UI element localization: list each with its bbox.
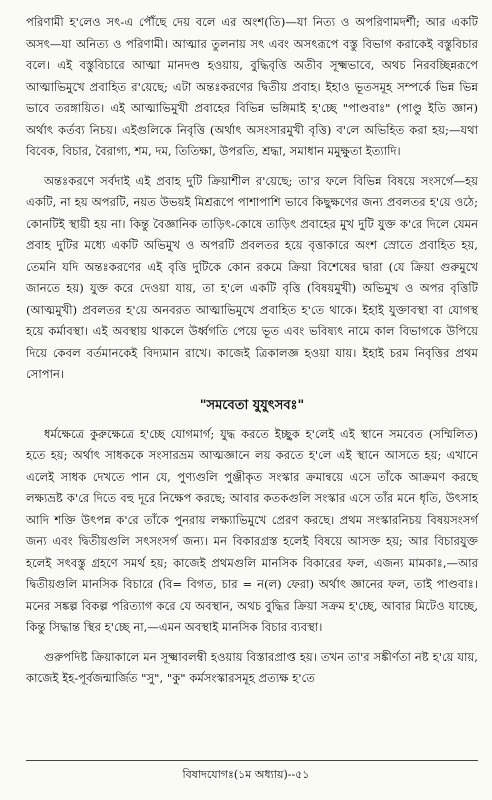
paragraph-gap bbox=[26, 639, 478, 647]
paragraph-2: অন্তঃকরণে সর্বদাই এই প্রবাহ দুটি ক্রিয়াশীল র'য়েছে; তা'র ফলে বিভিন্ন বিষয়ে সংসর্গে—হয় একটি, না হয় অপরটি, নয়ত উভয়ই মিশ্ররূপে পাশাপাশি ভাবে কিছুক্ষণের জন্য প্রবলতর হ'য়ে ওঠে; কোনটিই স্থায়ী হয় না। কিন্তু বৈজ্ঞানিক তাড়িৎ-কোষে তাড়িৎ প্রবাহের মুখ দুটি যুক্ত ক'রে দিলে যেমন প্রবাহ দুটির মধ্যে একটি অভিমুখ ও অপরটি প্রবলতর হয়ে বৃত্তাকারে অংশ স্রোতে প্রবাহিত হয়, তেমনি যদি অন্তঃকরণের এই বৃত্তি দুটিকে কোন রকমে ক্রিয়া বিশেষের দ্বারা (যে ক্রিয়া গুরুমুখে জানতে হয়) যুক্ত করে দেওয়া যায়, তা হ'লে একটি বৃত্তি (বিষয়মুখী) অভিমুখ ও অপর বৃত্তিটি (আত্মমুখী) প্রবলতর হ'য়ে অনবরত আত্মাভিমুখে প্রবাহিত হ'তে থাকে। ইহাই যুক্তাবস্থা বা যোগস্থ হয়ে কর্মাবস্থা। এই অবস্থায় থাকলে উর্ধ্বগতি পেয়ে ভূত এবং ভবিষ্যৎ নামে কাল বিভাগকে উপিয়ে দিয়ে কেবল বর্তমানকেই বিদ্যমান রাখে। কাজেই ত্রিকালজ্ঞ হওয়া যায়। ইহাই চরম নিবৃত্তির প্রথম সোপান। bbox=[26, 173, 478, 381]
page-footer: বিষাদযোগঃ(১ম অধ্যায়)--৫১ bbox=[182, 768, 310, 781]
footer-divider bbox=[26, 760, 478, 761]
paragraph-3: ধর্মক্ষেত্রে কুরুক্ষেত্রে হ'চ্ছে যোগমার্গ; যুদ্ধ করতে ইচ্ছুক হ'লেই এই স্থানে সমবেত (সম্মিলিত) হতে হয়; অর্থাৎ সাধককে সংসারভ্রম আত্মজ্ঞানে লয় করতে হ'লে এই স্থানে আসতে হয়; এখানে এলেই সাধক দেখতে পান যে, পুণ্যগুলি পুঞ্জীকৃত সংস্কার ক্রমান্বয়ে এসে তাঁকে আক্রমণ করছে লক্ষ্যভ্রষ্ট ক'রে দিতে বহু দূরে নিক্ষেপ করছে; আবার কতকগুলি সংস্কার এসে তাঁর মনে ধৃতি, উৎসাহ আদি শক্তি উৎপন্ন ক'রে তাঁকে পুনরায় লক্ষ্যাভিমুখে প্রেরণ করছে। প্রথম সংস্কারনিচয় বিষয়সংসর্গ জন্য এবং দ্বিতীয়গুলি সৎসংসর্গ জন্য। মন বিকারগ্রস্ত হলেই বিষয়ে আসক্ত হয়; আর বিচারযুক্ত হলেই সৎবস্তু গ্রহণে সমর্থ হয়; কাজেই প্রথমগুলি মানসিক বিকারের ফল, এজন্য মামকাঃ,—আর দ্বিতীয়গুলি মানসিক বিচারে (বি= বিগত, চার = ন(ল) ফেরা) অর্থাৎ জ্ঞানের ফল, তাই পাণ্ডবাঃ। মনের সঙ্কল্প বিকল্প পরিত্যাগ করে যে অবস্থান, অথচ বুদ্ধির ক্রিয়া সক্রম হ'চ্ছে, আবার মিটেও যাচ্ছে, কিন্তু সিদ্ধান্ত স্থির হ'চ্ছে না,—এমন অবস্থাই মানসিক বিচার ব্যবস্থা। bbox=[26, 426, 478, 634]
section-heading: "সমবেতা যুযুৎসবঃ" bbox=[199, 397, 305, 413]
paragraph-gap bbox=[26, 163, 478, 171]
paragraph-4: গুরুপদিষ্ট ক্রিয়াকালে মন সূক্ষ্মাবলম্বী হওয়ায় বিস্তারপ্রাপ্ত হয়। তখন তা'র সঙ্কীর্ণতা নষ্ট হ'য়ে যায়, কাজেই ইহ-পূর্বজন্মার্জিত "সু", "কু" কর্মসংস্কারসমূহ প্রত্যক্ষ হ'তে bbox=[26, 649, 478, 685]
paragraph-1: পরিণামী হ'লেও সৎ-এ পৌঁছে দেয় বলে এর অংশ(তি)—যা নিত্য ও অপরিণামদর্শী; আর একটি অসৎ—যা অনিত্য ও পরিণামী। আত্মার তুলনায় সৎ এবং অসৎরূপে বস্তু বিভাগ করাকেই বস্তুবিচার বলে। এই বস্তুবিচারে আত্মা মানদণ্ড হওয়ায়, বুদ্ধিবৃত্তি অতীব সূক্ষ্মভাবে, অথচ নিরবচ্ছিন্নরূপে আত্মাভিমুখে প্রবাহিত র'য়েছে; এটা অন্তঃকরণের দ্বিতীয় প্রবাহ। ইহাও ভূতসমূহ সম্পর্কে ভিন্ন ভিন্ন ভাবে তরঙ্গায়িত। এই আত্মাভিমুখী প্রবাহের বিভিন্ন ভঙ্গিমাই হ'চ্ছে "পাণ্ডবাঃ" (পাণ্ডু ইতি জ্ঞান) অর্থাৎ কর্তব্য নিচয়। এইগুলিকে নিবৃত্তি (অর্থাৎ অসংসারমুখী বৃত্তি) ব'লে অভিহিত করা হয়;—যথা বিবেক, বিচার, বৈরাগ্য, শম, দম, তিতিক্ষা, উপরতি, শ্রদ্ধা, সমাধান মমুক্ষুতা ইত্যাদি। bbox=[26, 15, 478, 158]
